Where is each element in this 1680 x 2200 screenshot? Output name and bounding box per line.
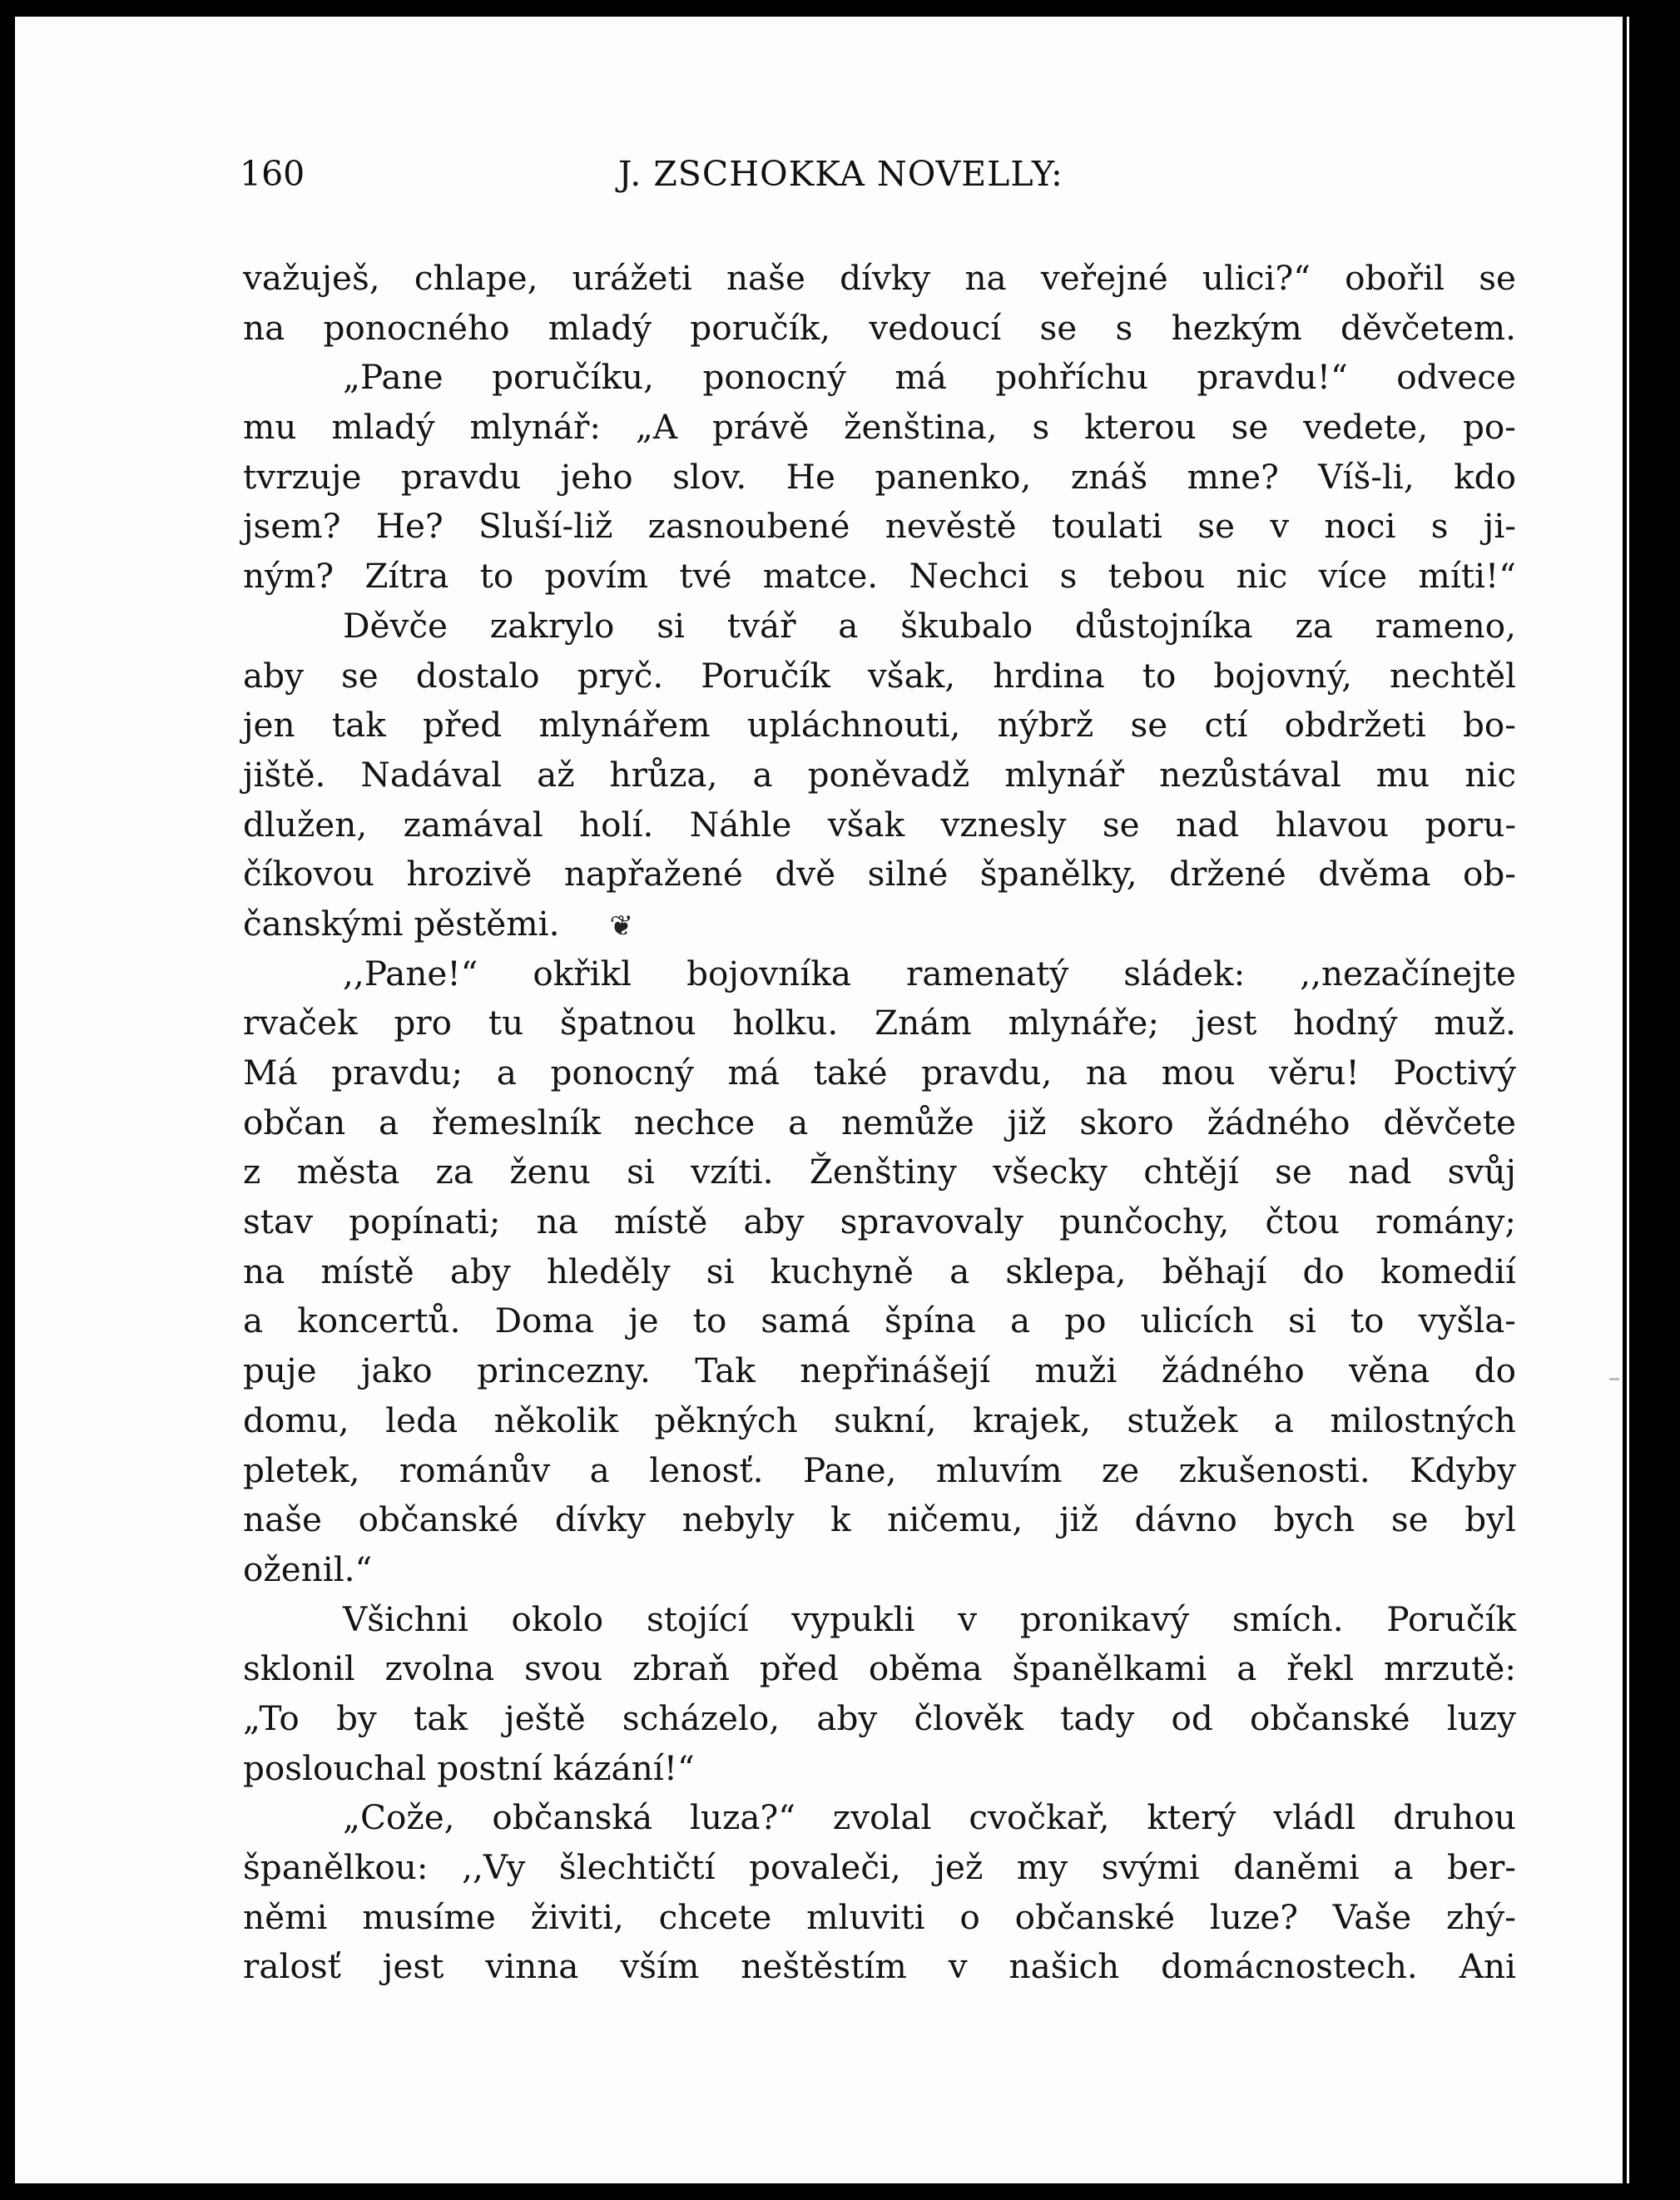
text-line: dlužen, zamával holí. Náhle však vznesly se nad hlavou poru-	[243, 804, 1516, 845]
text-line: „Pane poručíku, ponocný má pohříchu pravdu!“ odvece	[343, 357, 1516, 398]
text-line: jen tak před mlynářem upláchnouti, nýbrž se ctí obdržeti bo-	[243, 705, 1516, 746]
running-title: J. ZSCHOKKA NOVELLY:	[618, 154, 1063, 194]
text-line: z města za ženu si vzíti. Ženštiny všecky chtějí se nad svůj	[243, 1152, 1516, 1192]
text-line: pletek, románův a lenosť. Pane, mluvím ze zkušenosti. Kdyby	[243, 1449, 1516, 1490]
body-text	[243, 254, 1516, 1992]
page-header	[240, 154, 1521, 204]
text-line: sklonil zvolna svou zbraň před oběma španělkami a řekl mrzutě:	[243, 1648, 1516, 1689]
scan-speck	[1609, 1378, 1619, 1380]
text-line: španělkou: ,,Vy šlechtičtí povaleči, jež my svými daněmi a ber-	[243, 1847, 1516, 1887]
text-line: važuješ, chlape, urážeti naše dívky na veřejné ulici?“ obořil se	[243, 258, 1516, 298]
text-line: ,,Pane!“ okřikl bojovníka ramenatý sládek: ,,nezačínejte	[343, 953, 1516, 993]
text-line: rvaček pro tu špatnou holku. Znám mlynáře; jest hodný muž.	[243, 1003, 1516, 1043]
text-line: domu, leda několik pěkných sukní, krajek, stužek a milostných	[243, 1400, 1516, 1440]
scanned-page	[15, 17, 1623, 2183]
text-line: jsem? He? Sluší-liž zasnoubené nevěstě toulati se v noci s ji-	[243, 506, 1516, 547]
text-line: ným? Zítra to povím tvé matce. Nechci s tebou nic více míti!“	[243, 556, 1516, 597]
text-line: oženil.“	[243, 1548, 373, 1589]
text-line: „To by tak ještě scházelo, aby člověk tady od občanské luzy	[243, 1697, 1516, 1738]
page-number: 160	[240, 154, 305, 194]
text-line-with-ornament	[243, 899, 1516, 949]
text-line: ralosť jest vinna vším neštěstím v našich domácnostech. Ani	[243, 1946, 1516, 1987]
text-line: němi musíme živiti, chcete mluviti o občanské luze? Vaše zhý-	[243, 1896, 1516, 1937]
text-line: občan a řemeslník nechce a nemůže již skoro žádného děvčete	[243, 1102, 1516, 1142]
text-line: „Cože, občanská luza?“ zvolal cvočkař, který vládl druhou	[343, 1797, 1516, 1838]
fleuron-ornament-icon: ❦	[609, 909, 633, 943]
text-line: tvrzuje pravdu jeho slov. He panenko, znáš mne? Víš-li, kdo	[243, 456, 1516, 497]
text-line: jiště. Nadával až hrůza, a poněvadž mlynář nezůstával mu nic	[243, 754, 1516, 795]
text-line: Všichni okolo stojící vypukli v pronikavý smích. Poručík	[343, 1598, 1516, 1639]
text-line: na místě aby hleděly si kuchyně a sklepa, běhají do komedií	[243, 1251, 1516, 1291]
text-line: Má pravdu; a ponocný má také pravdu, na mou věru! Poctivý	[243, 1053, 1516, 1093]
text-line: naše občanské dívky nebyly k ničemu, již dávno bych se byl	[243, 1499, 1516, 1540]
text-line: číkovou hrozivě napřažené dvě silné španělky, držené dvěma ob-	[243, 854, 1516, 894]
text-line: a koncertů. Doma je to samá špína a po ulicích si to vyšla-	[243, 1301, 1516, 1341]
scan-edge-line	[1627, 17, 1629, 2183]
text-line: mu mladý mlynář: „A právě ženština, s kterou se vedete, po-	[243, 407, 1516, 448]
text-line: na ponocného mladý poručík, vedoucí se s hezkým děvčetem.	[243, 307, 1516, 348]
text-line: aby se dostalo pryč. Poručík však, hrdina to bojovný, nechtěl	[243, 655, 1516, 696]
text-line: poslouchal postní kázání!“	[243, 1747, 695, 1788]
text-line: Děvče zakrylo si tvář a škubalo důstojníka za rameno,	[343, 605, 1516, 646]
text-line: stav popínati; na místě aby spravovaly punčochy, čtou romány;	[243, 1202, 1516, 1242]
scan-border-right	[1638, 0, 1680, 2200]
text-line: čanskými pěstěmi.	[243, 903, 560, 944]
text-line: puje jako princezny. Tak nepřinášejí muži žádného věna do	[243, 1350, 1516, 1391]
